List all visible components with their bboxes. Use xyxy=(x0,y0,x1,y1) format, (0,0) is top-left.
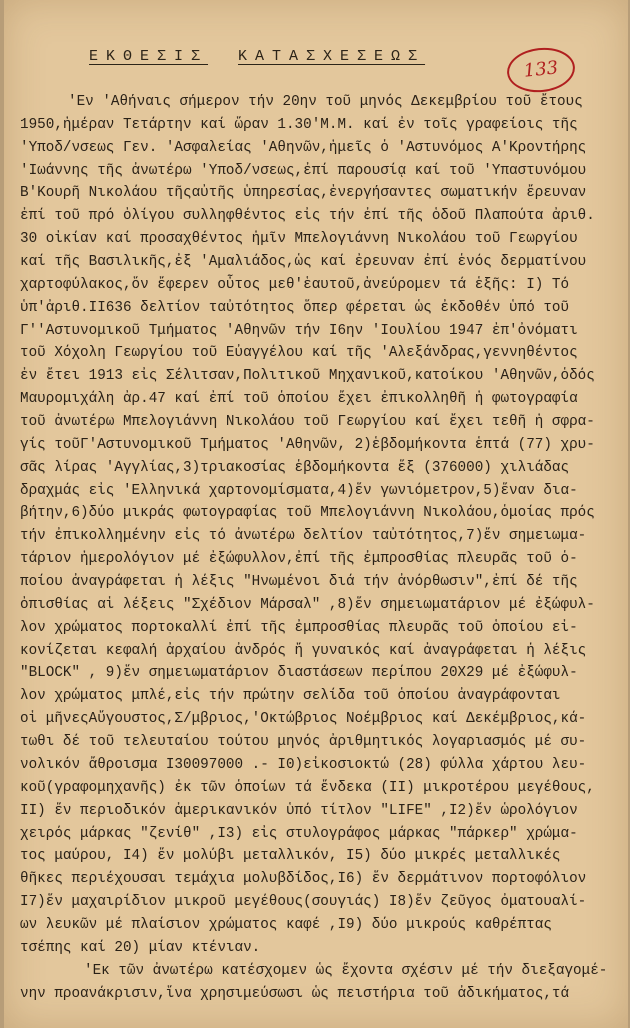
document-heading xyxy=(89,48,425,65)
text-line: τσέπης καί 20) μίαν κτένιαν. xyxy=(20,939,261,956)
document-page xyxy=(4,0,628,1028)
text-line: χαρτοφύλακος,ὅν ἔφερεν οὗτος μεθ'ἑαυτοῦ,ἀνεύρομεν τά ἑξῆς: I) Τό xyxy=(20,276,570,293)
text-line: κονίζεται κεφαλή ἀρχαίου ἀνδρός ἤ γυναικός καί ἀναγράφεται ἡ λέξις xyxy=(20,642,587,659)
text-line: 30 οἰκίαν καί προσαχθέντος ἡμῖν Μπελογιάννη Νικολάου τοῦ Γεωργίου xyxy=(20,231,578,248)
heading-word-katasxeseos: ΚΑΤΑΣΧΕΣΕΩΣ xyxy=(238,48,426,65)
text-line: λον χρώματος μπλέ,εἰς τήν πρώτην σελίδα τοῦ ὁποίου ἀναγράφονται xyxy=(20,688,561,705)
text-line: I7)ἕν μαχαιρίδιον μικροῦ μεγέθους(σουγιάς) I8)ἕν ζεῦγος ὀματουαλί- xyxy=(20,894,587,911)
text-line: ἐν ἔτει 1913 εἰς Σέλιτσαν,Πολιτικοῦ Μηχανικοῦ,κατοίκου 'Αθηνῶν,ὁδός xyxy=(20,368,595,385)
text-line: θῆκες περιέχουσαι τεμάχια μολυβδίδος,I6) ἕν δερμάτινον πορτοφόλιον xyxy=(20,871,587,888)
text-line: τάριον ἡμερολόγιον μέ ἐξώφυλλον,ἐπί τῆς ἐμπροσθίας πλευρᾶς τοῦ ὁ- xyxy=(20,551,578,568)
text-line: Β'Κουρῆ Νικολάου τῆςαὐτῆς ὑπηρεσίας,ἐνεργήσαντες σωματικήν ἔρευναν xyxy=(20,185,587,202)
text-line: βήτην,6)δύο μικράς φωτογραφίας τοῦ Μπελογιάννη Νικολάου,ὁμοίας πρός xyxy=(20,505,595,522)
folio-number-stamp: 133 xyxy=(505,45,577,96)
report-body xyxy=(20,91,624,1005)
text-line: κοῦ(γραφομηχανῆς) ἐκ τῶν ὁποίων τά ἕνδεκα (II) μικροτέρου μεγέθους, xyxy=(20,779,595,796)
text-line: ποίου ἀναγράφεται ἡ λέξις "Ηνωμένοι διά τήν ἀνόρθωσιν",ἐπί δέ τῆς xyxy=(20,574,578,591)
text-line: 'Ιωάννης τῆς ἀνωτέρω 'Υποδ/νσεως,ἐπί παρουσίᾳ καί τοῦ 'Υπαστυνόμου xyxy=(20,162,587,179)
text-line: "BLOCK" , 9)ἕν σημειωματάριον διαστάσεων περίπου 20Χ29 μέ ἐξώφυλ- xyxy=(20,665,578,682)
text-line: ὀπισθίας αἱ λέξεις "Σχέδιον Μάρσαλ" ,8)ἕν σημειωματάριον μέ ἐξώφυλ- xyxy=(20,596,595,613)
text-line: Γ''Αστυνομικοῦ Τμήματος 'Αθηνῶν τήν Ι6ην 'Ιουλίου 1947 ἐπ'ὀνόματι xyxy=(20,322,578,339)
text-line: οἱ μῆνεςΑὔγουστος,Σ/μβριος,'Οκτώβριος Νοέμβριος καί Δεκέμβριος,κά- xyxy=(20,711,587,728)
text-line: 'Εν 'Αθήναις σήμερον τήν 20ην τοῦ μηνός Δεκεμβρίου τοῦ ἔτους xyxy=(68,94,583,110)
text-line: ων λευκῶν μέ πλαίσιον χρώματος καφέ ,I9) δύο μικρούς καθρέπτας xyxy=(20,916,552,933)
text-line: 'Εκ τῶν ἀνωτέρω κατέσχομεν ὡς ἔχοντα σχέσιν μέ τήν διεξαγομέ- xyxy=(84,962,608,979)
text-line: δραχμάς εἰς 'Ελληνικά χαρτονομίσματα,4)ἕν γωνιόμετρον,5)ἕναν δια- xyxy=(20,482,578,499)
text-line: νολικόν ἄθροισμα I30097000 .- I0)εἰκοσιοκτώ (28) φύλλα χάρτου λευ- xyxy=(20,756,587,773)
heading-word-ekthesis: ΕΚΘΕΣΙΣ xyxy=(89,48,209,65)
text-line: νην προανάκρισιν,ἵνα χρησιμεύσωσι ὡς πειστήρια τοῦ ἀδικήματος,τά xyxy=(20,985,570,1002)
text-line: ὑπ'ἀριθ.II636 δελτίον ταὐτότητος ὅπερ φέρεται ὡς ἐκδοθέν ὑπό τοῦ xyxy=(20,299,570,316)
text-line: Μαυρομιχάλη ἀρ.47 καί ἐπί τοῦ ὁποίου ἔχει ἐπικολληθῆ ἡ φωτογραφία xyxy=(20,391,578,408)
text-line: τοῦ Χόχολη Γεωργίου τοῦ Εὐαγγέλου καί τῆς 'Αλεξάνδρας,γεννηθέντος xyxy=(20,345,578,362)
text-line: τοῦ ἀνωτέρω Μπελογιάννη Νικολάου τοῦ Γεωργίου καί ἔχει τεθῆ ἡ σφρα- xyxy=(20,414,595,431)
text-line: σᾶς λίρας 'Αγγλίας,3)τριακοσίας ἑβδομήκοντα ἕξ (376000) χιλιάδας xyxy=(20,459,570,476)
text-line: τωθι δέ τοῦ τελευταίου τούτου μηνός ἀριθμητικός λογαριασμός μέ συ- xyxy=(20,734,587,751)
text-line: τήν ἐπικολλημένην εἰς τό ἀνωτέρω δελτίον ταὐτότητος,7)ἕν σημειωμα- xyxy=(20,528,587,545)
text-line: χειρός μάρκας "ζενίθ" ,I3) εἰς στυλογράφος μάρκας "πάρκερ" χρώμα- xyxy=(20,825,578,842)
text-line: ἐπί τοῦ πρό ὀλίγου συλληφθέντος εἰς τήν ἐπί τῆς ὁδοῦ Πλαπούτα ἀριθ. xyxy=(20,208,595,225)
text-line: καί τῆς Βασιλικῆς,ἐξ 'Αμαλιάδος,ὡς καί ἐρευναν ἐπί ἑνός δερματίνου xyxy=(20,254,587,271)
text-line: 1950,ἡμέραν Τετάρτην καί ὥραν 1.30'Μ.Μ. καί ἐν τοῖς γραφείοις τῆς xyxy=(20,116,578,133)
text-line: τος μαύρου, I4) ἕν μολύβι μεταλλικόν, I5) δύο μικρές μεταλλικές xyxy=(20,848,561,865)
text-line: γίς τοῦΓ'Αστυνομικοῦ Τμήματος 'Αθηνῶν, 2)ἑβδομήκοντα ἑπτά (77) χρυ- xyxy=(20,436,595,453)
text-line: λον χρώματος πορτοκαλλί ἐπί τῆς ἐμπροσθίας πλευρᾶς τοῦ ὁποίου εἰ- xyxy=(20,619,578,636)
text-line: 'Υποδ/νσεως Γεν. 'Ασφαλείας 'Αθηνῶν,ἡμεῖς ὁ 'Αστυνόμος Α'Κροντήρης xyxy=(20,139,587,156)
text-line: II) ἕν περιοδικόν ἀμερικανικόν ὑπό τίτλον "LIFE" ,I2)ἕν ὡρολόγιον xyxy=(20,802,578,819)
